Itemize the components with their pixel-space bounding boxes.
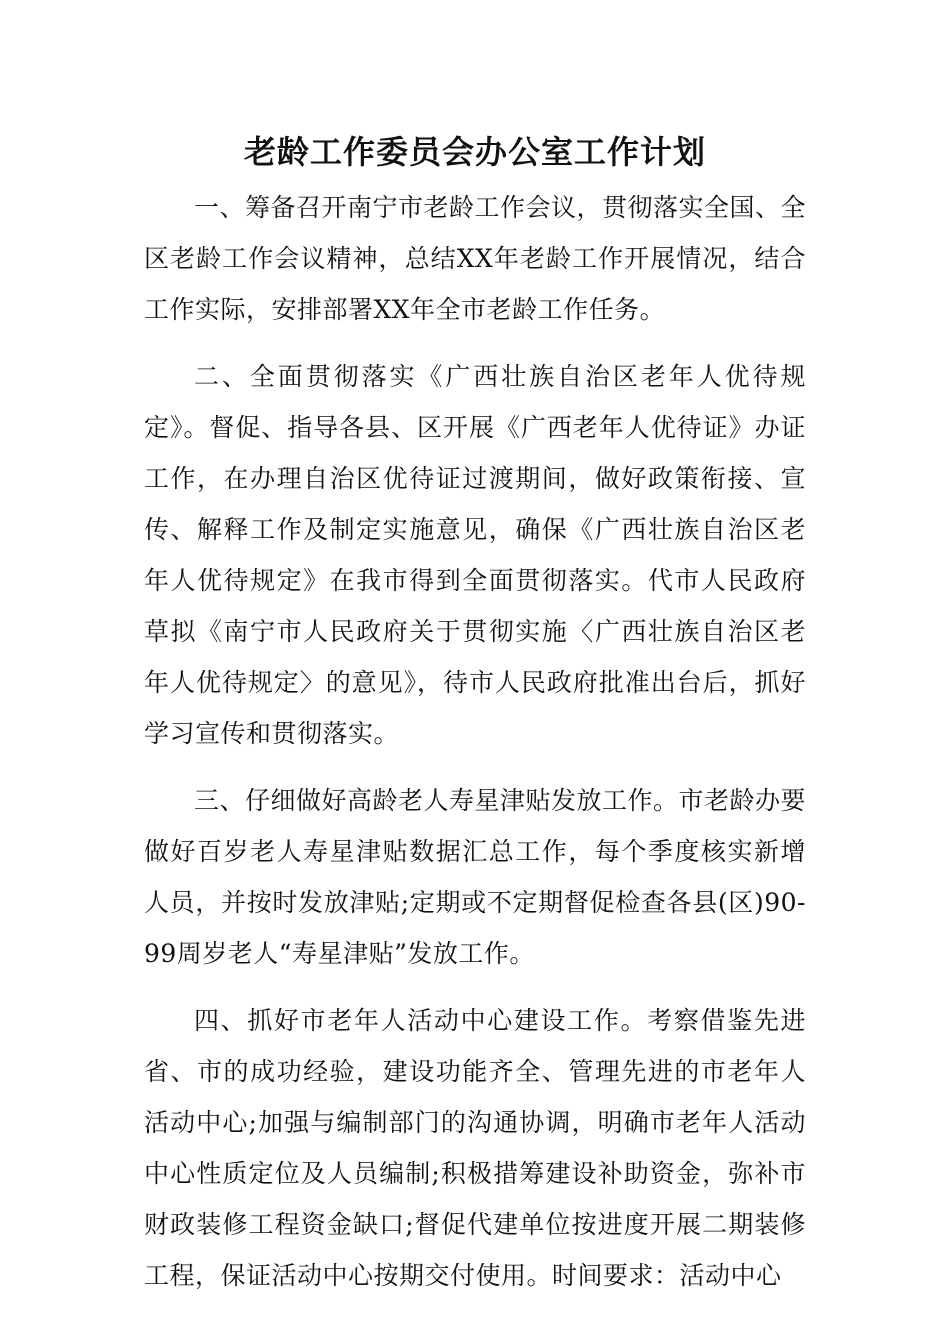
document-title: 老龄工作委员会办公室工作计划 — [243, 133, 706, 171]
document-page — [144, 128, 806, 1301]
paragraph-1: 一、筹备召开南宁市老龄工作会议，贯彻落实全国、全区老龄工作会议精神，总结XX年老龄工作开展情况，结合工作实际，安排部署XX年全市老龄工作任务。 — [144, 193, 807, 324]
paragraph-3: 三、仔细做好高龄老人寿星津贴发放工作。市老龄办要做好百岁老人寿星津贴数据汇总工作，每个季度核实新增人员，并按时发放津贴;定期或不定期督促检查各县(区)90-99周岁老人“寿星津贴”发放工作。 — [144, 786, 807, 968]
paragraph-4: 四、抓好市老年人活动中心建设工作。考察借鉴先进省、市的成功经验，建设功能齐全、管理先进的市老年人活动中心;加强与编制部门的沟通协调，明确市老年人活动中心性质定位及人员编制;积极措筹建设补助资金，弥补市财政装修工程资金缺口;督促代建单位按进度开展二期装修工程，保证活动中心按期交付使用。时间要求：活动中心 — [144, 1006, 806, 1290]
paragraph-2: 二、全面贯彻落实《广西壮族自治区老年人优待规定》。督促、指导各县、区开展《广西老年人优待证》办证工作，在办理自治区优待证过渡期间，做好政策衔接、宣传、解释工作及制定实施意见，确保《广西壮族自治区老年人优待规定》在我市得到全面贯彻落实。代市人民政府草拟《南宁市人民政府关于贯彻实施〈广西壮族自治区老年人优待规定〉的意见》，待市人民政府批准出台后，抓好学习宣传和贯彻落实。 — [144, 362, 806, 748]
